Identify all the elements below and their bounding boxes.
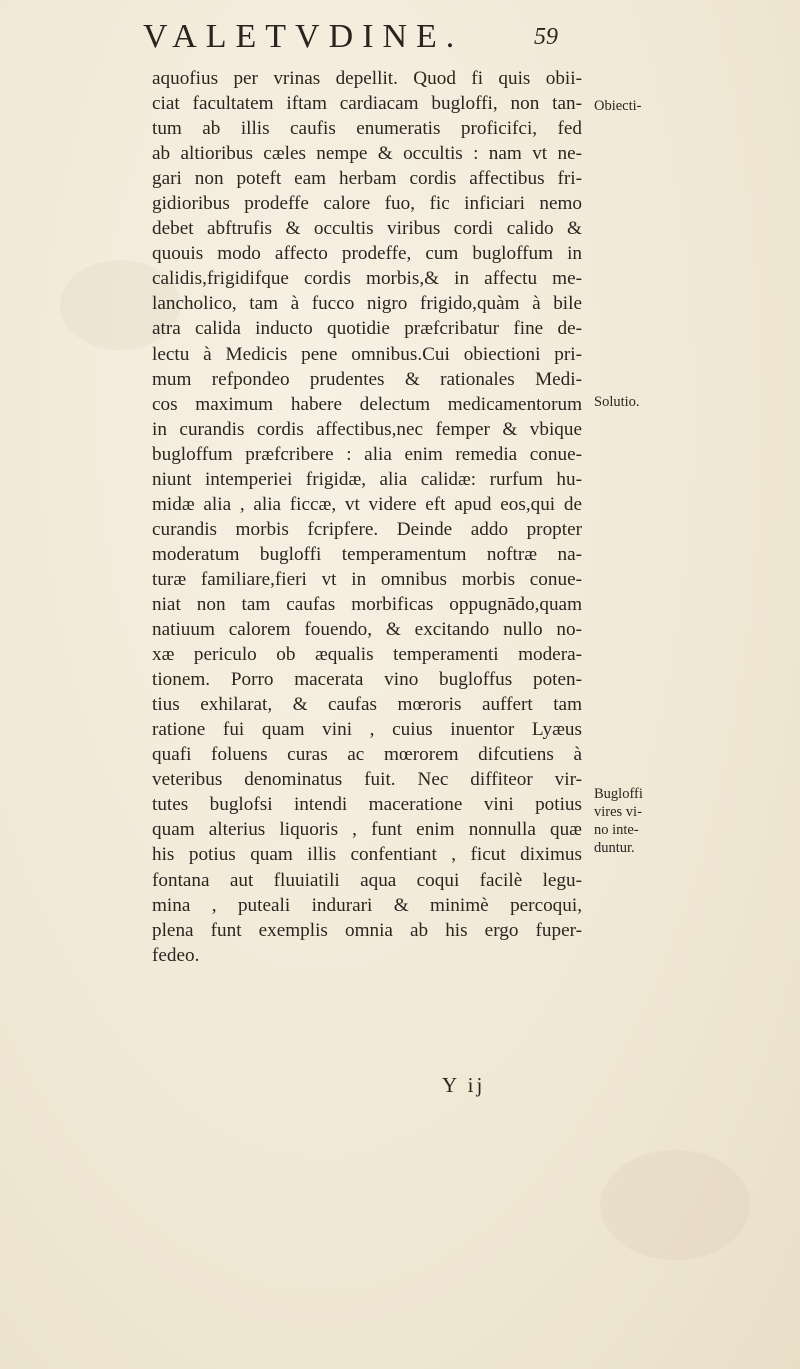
margin-note-line: Obiecti-: [594, 98, 642, 114]
body-text: [152, 66, 582, 968]
text-line: turæ familiare,fieri vt in omnibus morbis conue-: [152, 568, 582, 590]
text-line: cos maximum habere delectum medicamentorum: [152, 393, 582, 415]
text-line: lectu à Medicis pene omnibus.Cui obiectioni pri-: [152, 343, 582, 365]
text-line: his potius quam illis confentiant , ficut diximus: [152, 844, 582, 866]
margin-note-line: vires vi-: [594, 804, 642, 820]
text-line: gari non poteft eam herbam cordis affectibus fri-: [152, 168, 582, 190]
margin-note-line: duntur.: [594, 840, 635, 856]
text-line: bugloffum præfcribere : alia enim remedia conue-: [152, 443, 582, 465]
text-line: natiuum calorem fouendo, & excitando nullo no-: [152, 619, 582, 641]
text-line: ratione fui quam vini , cuius inuentor Lyæus: [152, 719, 582, 741]
margin-note-solutio: [594, 393, 640, 411]
text-line: in curandis cordis affectibus,nec femper & vbique: [152, 418, 582, 440]
text-line: niat non tam caufas morbificas oppugnādo,quam: [152, 593, 582, 615]
text-line: ab altioribus cæles nempe & occultis : nam vt ne-: [152, 143, 582, 165]
text-line: mina , puteali indurari & minimè percoqui,: [152, 894, 582, 916]
text-line: atra calida inducto quotidie præfcribatur fine de-: [152, 318, 582, 340]
margin-note-bugloffi-vires: [594, 785, 643, 857]
text-line: quam alterius liquoris , funt enim nonnulla quæ: [152, 819, 582, 841]
running-title: VALETVDINE.: [143, 18, 464, 55]
text-line: tius exhilarat, & caufas mœroris auffert tam: [152, 694, 582, 716]
text-line: calidis,frigidifque cordis morbis,& in affectu me-: [152, 268, 582, 290]
text-line: midæ alia , alia ficcæ, vt videre eft apud eos,qui de: [152, 493, 582, 515]
signature-mark: Y ij: [442, 1073, 486, 1097]
margin-note-line: Bugloffi: [594, 786, 643, 802]
margin-note-line: no inte-: [594, 822, 639, 838]
text-line: plena funt exemplis omnia ab his ergo fuper-: [152, 919, 582, 941]
text-line: tum ab illis caufis enumeratis proficifci, fed: [152, 118, 582, 140]
text-line: fedeo.: [152, 944, 200, 966]
text-line: quouis modo affecto prodeffe, cum bugloffum in: [152, 243, 582, 265]
text-line: lancholico, tam à fucco nigro frigido,quàm à bile: [152, 293, 582, 315]
text-line: mum refpondeo prudentes & rationales Medi-: [152, 368, 582, 390]
text-line: aquofius per vrinas depellit. Quod fi quis obii-: [152, 68, 582, 89]
text-line: xæ periculo ob æqualis temperamenti modera-: [152, 644, 582, 666]
text-line: veteribus denominatus fuit. Nec diffiteor vir-: [152, 769, 582, 791]
text-line: niunt intemperiei frigidæ, alia calidæ: rurfum hu-: [152, 468, 582, 490]
text-line: moderatum bugloffi temperamentum noftræ na-: [152, 543, 582, 565]
text-line: fontana aut fluuiatili aqua coqui facilè legu-: [152, 869, 582, 891]
text-line: tionem. Porro macerata vino bugloffus poten-: [152, 669, 582, 691]
margin-note-obiectio: [594, 97, 642, 115]
text-line: debet abftrufis & occultis viribus cordi calido &: [152, 218, 582, 240]
paper-stain: [600, 1150, 750, 1260]
text-line: quafi foluens curas ac mœrorem difcutiens à: [152, 744, 582, 766]
margin-note-line: Solutio.: [594, 394, 640, 410]
text-line: gidioribus prodeffe calore fuo, fic inficiari nemo: [152, 193, 582, 215]
text-line: tutes buglofsi intendi maceratione vini potius: [152, 794, 582, 816]
page-number: 59: [534, 24, 558, 50]
text-line: curandis morbis fcripfere. Deinde addo propter: [152, 518, 582, 540]
text-line: ciat facultatem iftam cardiacam bugloffi, non tan-: [152, 93, 582, 115]
page-header: [0, 18, 800, 62]
